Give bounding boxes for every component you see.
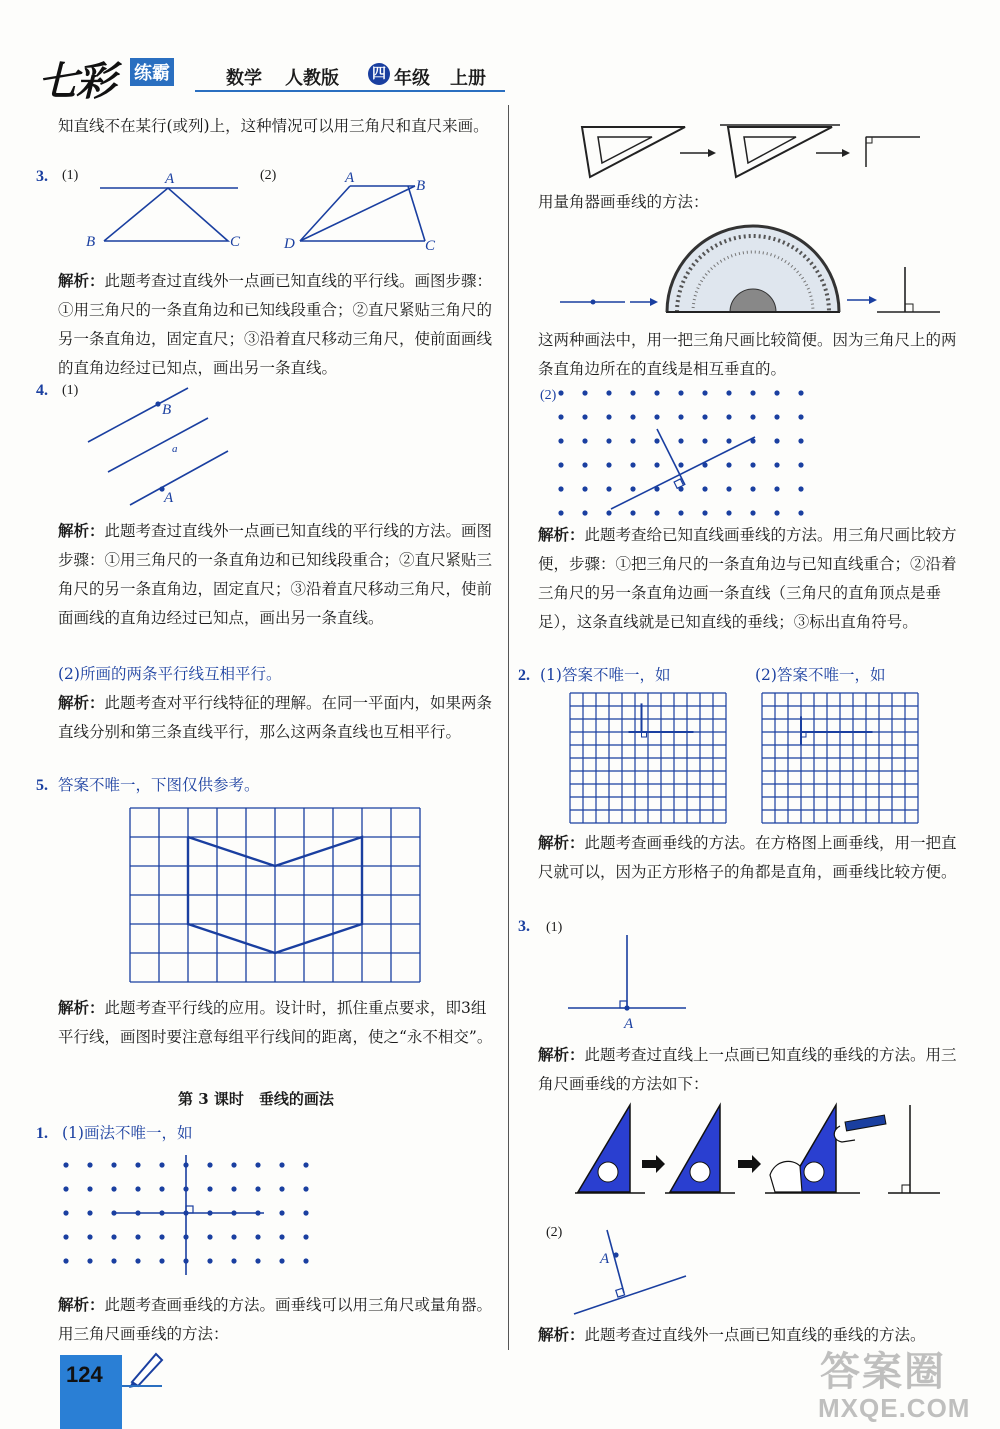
grid-dot <box>159 1258 164 1263</box>
q3-fig1-label-c: C <box>230 234 241 250</box>
grid-dot <box>63 1258 68 1263</box>
q1-dot-grid <box>60 1155 330 1285</box>
subject: 数学 <box>226 68 262 89</box>
grid-dot <box>750 462 755 467</box>
grid-dot <box>159 1234 164 1239</box>
r-q2-analysis-text: 此题考查画垂线的方法。在方格图上画垂线，用一把直尺就可以，因为正方形格子的角都是直角，画垂线比较方便。 <box>538 834 957 881</box>
grid-dot <box>726 510 731 515</box>
grid-dot <box>630 438 635 443</box>
q5-number: 5. <box>36 777 48 794</box>
grid-dot <box>255 1162 260 1167</box>
grid-dot <box>231 1234 236 1239</box>
q1-analysis-text: 此题考查画垂线的方法。画垂线可以用三角尺或量角器。用三角尺画垂线的方法： <box>58 1296 493 1343</box>
grid-dot <box>63 1234 68 1239</box>
r-q3-label-a: A <box>624 1016 634 1032</box>
analysis-tag: 解析： <box>58 1295 105 1314</box>
grid-dot <box>726 462 731 467</box>
grid-dot <box>750 414 755 419</box>
r-q3-analysis-text: 此题考查过直线上一点画已知直线的垂线的方法。用三角尺画垂线的方法如下： <box>538 1046 957 1093</box>
q4-analysis-text-2: 此题考查对平行线特征的理解。在同一平面内，如果两条直线分别和第三条直线平行，那么这两条直线也互相平行。 <box>58 694 493 741</box>
grid-dot <box>279 1162 284 1167</box>
grid-dot <box>678 510 683 515</box>
grid-dot <box>279 1234 284 1239</box>
grid-dot <box>678 390 683 395</box>
grid-dot <box>630 486 635 491</box>
grid-dot <box>207 1258 212 1263</box>
grid-dot <box>255 1258 260 1263</box>
perpendicular-line <box>657 429 685 485</box>
grid-dot <box>582 414 587 419</box>
watermark-site: MXQE.COM <box>818 1393 971 1423</box>
r-q3-number: 3. <box>518 918 530 935</box>
q4-part2-answer: (2)所画的两条平行线互相平行。 <box>58 665 282 683</box>
grid-dot <box>678 414 683 419</box>
grid-dot <box>798 438 803 443</box>
analysis-tag: 解析： <box>538 525 585 544</box>
grid-dot <box>654 414 659 419</box>
grid-dot <box>63 1162 68 1167</box>
grid-dot <box>135 1186 140 1191</box>
grid-dot <box>630 462 635 467</box>
analysis-tag: 解析： <box>538 833 585 852</box>
volume: 上册 <box>450 68 486 89</box>
grid-dot <box>558 414 563 419</box>
grid-dot <box>558 390 563 395</box>
grid-dot <box>207 1234 212 1239</box>
header <box>30 50 510 105</box>
right-p2-analysis <box>538 520 966 637</box>
q3-analysis-text: 此题考查过直线外一点画已知直线的平行线。画图步骤：①用三角尺的一条直角边和已知线段重合；②直尺紧贴三角尺的另一条直角边，固定直尺；③沿着直尺移动三角尺，使前面画线的直角边经过已知点，画出另一条直线。 <box>58 272 493 377</box>
edition: 人教版 <box>285 68 339 89</box>
r-q3-label-a2: A <box>600 1251 610 1267</box>
grid-dot <box>798 486 803 491</box>
watermark-logo: 答案圈 <box>820 1348 946 1395</box>
grid-dot <box>303 1186 308 1191</box>
grid-dot <box>111 1234 116 1239</box>
protractor-method: 用量角器画垂线的方法： <box>538 193 709 211</box>
analysis-tag: 解析： <box>58 998 105 1017</box>
q3-fig1-label-b: B <box>86 234 96 250</box>
analysis-tag: 解析： <box>58 271 105 290</box>
grid-dot <box>774 462 779 467</box>
logo-text: 七彩 <box>38 58 114 105</box>
grid-dot <box>207 1162 212 1167</box>
r-q2-grid-2 <box>762 693 932 823</box>
q3-fig2-label-a: A <box>345 170 355 186</box>
q3-fig2-label-b: B <box>416 178 426 194</box>
grid-dot <box>303 1234 308 1239</box>
grid-dot <box>87 1258 92 1263</box>
grid-dot <box>798 414 803 419</box>
grid-dot <box>582 462 587 467</box>
r-q2-analysis <box>538 828 966 887</box>
grid-dot <box>750 510 755 515</box>
q3-fig2-label-d: D <box>284 236 295 252</box>
grid-dot <box>279 1210 284 1215</box>
grid-dot <box>726 438 731 443</box>
grid-dot <box>654 462 659 467</box>
grid-dot <box>87 1186 92 1191</box>
perpendicular-dot-grid <box>555 385 825 520</box>
grid-dot <box>726 414 731 419</box>
q3-number: 3. <box>36 168 48 185</box>
grid-dot <box>702 390 707 395</box>
r-q2-answer-1: (1)答案不唯一，如 <box>540 666 671 684</box>
grid-dot <box>774 510 779 515</box>
set-square-perpendicular-steps <box>570 1100 950 1200</box>
grid-dot <box>111 1162 116 1167</box>
grid-dot <box>558 462 563 467</box>
grid-dot <box>279 1186 284 1191</box>
pencil-icon <box>126 1348 166 1388</box>
grid-dot <box>231 1186 236 1191</box>
method-comparison: 这两种画法中，用一把三角尺画比较简便。因为三角尺上的两条直角边所在的直线是相互垂直的。 <box>538 331 957 378</box>
grid-dot <box>750 390 755 395</box>
r-q3-figure-1 <box>560 930 700 1035</box>
q5-analysis <box>58 993 493 1052</box>
given-line <box>611 437 755 509</box>
grid-dot <box>726 486 731 491</box>
grid-dot <box>606 510 611 515</box>
q4-number: 4. <box>36 382 48 399</box>
q4-label-b: B <box>162 402 172 418</box>
grid-dot <box>63 1210 68 1215</box>
q4-analysis-2 <box>58 688 493 747</box>
grid-dot <box>654 390 659 395</box>
grid-dot <box>606 414 611 419</box>
grid-dot <box>582 486 587 491</box>
grid-dot <box>750 486 755 491</box>
r-q2-grid-1 <box>570 693 740 823</box>
grid-dot <box>159 1186 164 1191</box>
intro-text: 知直线不在某行(或列)上，这种情况可以用三角尺和直尺来画。 <box>58 117 489 135</box>
grid-dot <box>606 438 611 443</box>
footer-rule <box>122 1385 162 1387</box>
grid-dot <box>87 1234 92 1239</box>
q1-analysis <box>58 1290 493 1349</box>
grid-dot <box>159 1162 164 1167</box>
q5-analysis-text: 此题考查平行线的应用。设计时，抓住重点要求，即3组平行线，画图时要注意每组平行线间的距离，使之“永不相交”。 <box>58 999 493 1046</box>
column-divider <box>508 105 509 1350</box>
q1-number: 1. <box>36 1125 48 1142</box>
page-number: 124 <box>66 1362 103 1387</box>
grid-dot <box>582 390 587 395</box>
r-q3-figure-2 <box>570 1225 700 1320</box>
grid-dot <box>654 510 659 515</box>
q3-fig1-label-a: A <box>165 171 175 187</box>
grid-dot <box>678 438 683 443</box>
grid-dot <box>63 1186 68 1191</box>
grid-dot <box>774 486 779 491</box>
grid-dot <box>582 438 587 443</box>
grid-dot <box>678 462 683 467</box>
grid-dot <box>255 1186 260 1191</box>
r-q3-part2: (2) <box>546 1225 563 1240</box>
grid-dot <box>798 390 803 395</box>
grid-dot <box>702 510 707 515</box>
r-q3-part1: (1) <box>546 920 563 935</box>
grid-dot <box>135 1234 140 1239</box>
grid-dot <box>606 462 611 467</box>
grid-dot <box>255 1234 260 1239</box>
set-square-steps <box>570 115 930 195</box>
grid-dot <box>630 510 635 515</box>
r-q3-analysis <box>538 1040 966 1099</box>
r-q2-number: 2. <box>518 667 530 684</box>
q3-figure-1 <box>80 170 250 255</box>
grid-dot <box>135 1162 140 1167</box>
grade: 年级 <box>394 68 430 89</box>
r-q3-analysis-text-2: 此题考查过直线外一点画已知直线的垂线的方法。 <box>584 1326 926 1344</box>
grid-dot <box>207 1186 212 1191</box>
grid-dot <box>798 510 803 515</box>
protractor-steps <box>555 222 955 322</box>
q1-part1: (1)画法不唯一，如 <box>62 1124 193 1142</box>
grid-dot <box>111 1258 116 1263</box>
grid-dot <box>774 438 779 443</box>
grid-dot <box>111 1186 116 1191</box>
right-part2-label: (2) <box>540 388 557 403</box>
grid-dot <box>558 510 563 515</box>
q4-part1: (1) <box>62 383 79 398</box>
q4-label-a: A <box>164 490 174 506</box>
right-p2-analysis-text: 此题考查给已知直线画垂线的方法。用三角尺画比较方便，步骤：①把三角尺的一条直角边与已知直线重合；②沿着三角尺的另一条直角边画一条直线（三角尺的直角顶点是垂足），这条直线就是已知直线的垂线；③标出直角符号。 <box>538 526 957 631</box>
grid-dot <box>135 1258 140 1263</box>
grid-dot <box>630 390 635 395</box>
q4-label-a-line: a <box>172 443 178 455</box>
grid-dot <box>654 438 659 443</box>
q3-analysis <box>58 266 493 383</box>
r-q2-answer-2: (2)答案不唯一，如 <box>755 666 886 684</box>
grid-dot <box>582 510 587 515</box>
grid-dot <box>303 1210 308 1215</box>
analysis-tag: 解析： <box>58 693 105 712</box>
grid-dot <box>702 414 707 419</box>
grid-dot <box>798 462 803 467</box>
q3-fig2-label-c: C <box>425 238 436 254</box>
analysis-tag: 解析： <box>538 1325 585 1344</box>
grid-dot <box>231 1258 236 1263</box>
q4-figure <box>80 380 260 510</box>
q3-part1: (1) <box>62 168 79 183</box>
grid-dot <box>702 486 707 491</box>
lesson-title: 第 3 课时 垂线的画法 <box>178 1090 334 1108</box>
q3-part2: (2) <box>260 168 277 183</box>
grid-dot <box>87 1210 92 1215</box>
grid-dot <box>558 486 563 491</box>
grid-dot <box>87 1162 92 1167</box>
grid-dot <box>630 414 635 419</box>
grid-dot <box>774 414 779 419</box>
q4-analysis-text: 此题考查过直线外一点画已知直线的平行线的方法。画图步骤：①用三角尺的一条直角边和已知线段重合；②直尺紧贴三角尺的另一条直角边，固定直尺；③沿着直尺移动三角尺，使前面画线的直角边经过已知点，画出另一条直线。 <box>58 522 493 627</box>
grid-dot <box>606 486 611 491</box>
grid-dot <box>702 438 707 443</box>
q5-answer: 答案不唯一，下图仅供参考。 <box>58 776 260 794</box>
analysis-tag: 解析： <box>538 1045 585 1064</box>
grid-dot <box>558 438 563 443</box>
q3-figure-2 <box>280 170 450 255</box>
q4-analysis-1 <box>58 516 493 633</box>
grade-badge: 四 <box>368 63 390 85</box>
grid-dot <box>726 390 731 395</box>
q5-grid-figure <box>130 808 430 988</box>
grid-dot <box>231 1162 236 1167</box>
grid-dot <box>774 390 779 395</box>
grid-dot <box>279 1258 284 1263</box>
logo-subtext: 练霸 <box>130 58 174 86</box>
grid-dot <box>606 390 611 395</box>
analysis-tag: 解析： <box>58 521 105 540</box>
grid-dot <box>303 1258 308 1263</box>
grid-dot <box>303 1162 308 1167</box>
header-rule <box>195 90 505 92</box>
